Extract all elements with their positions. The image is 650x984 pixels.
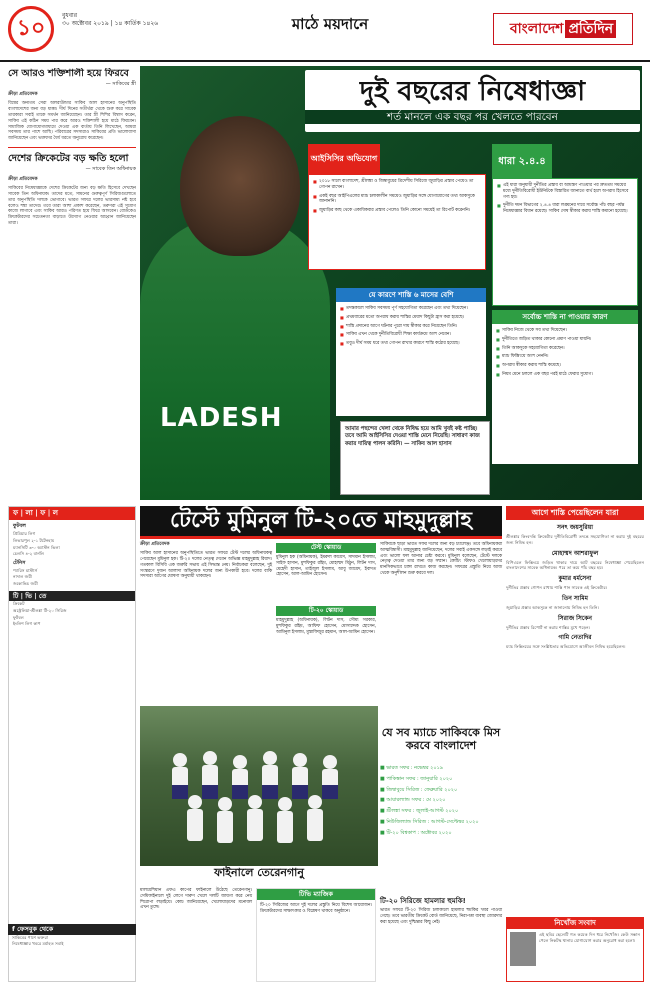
list-item: ■ একই বছর আইপিএলের ম্যাচ চলাকালীন সময়েও জুয়াড়ির সঙ্গে যোগাযোগের তথ্য আকসুকে জানাননি।: [313, 194, 481, 206]
middle-source: ক্রীড়া প্রতিবেদক: [140, 542, 170, 547]
list-item: ■ জুয়াড়ির কাছ থেকে একাধিকবার প্রস্তাব পেলেও তিনি কোনো সময়েই তা রিপোর্ট করেননি।: [313, 208, 481, 214]
story2-source: ক্রীড়া প্রতিবেদক: [8, 177, 38, 183]
result-line: লিভারপুল ২-১ টটেনহাম: [13, 537, 55, 543]
player-quote: আমার পছন্দের খেলা থেকে নিষিদ্ধ হয়ে আমি খুবই কষ্ট পাচ্ছি। তবে আমি আইসিসির দেওয়া শাস্তি মেনে নিয়েছি। সাধারণ কাজ করার দায়িত্ব পালন করিনি। — সাকিব আল হাসান: [340, 421, 490, 495]
match-text: টি-২০ বিশ্বকাপ : অক্টোবর ২০২০: [386, 829, 452, 836]
photo-caption: ফাইনালে তেরেনগানু: [214, 866, 304, 879]
result-line: ম্যানসিটি ৩-০ অ্যাস্টন ভিলা: [13, 544, 60, 550]
bottom-body: মালয়েশিয়ান এফএ কাপের ফাইনালে উঠেছে তেরেনগানু। সেমিফাইনালে দুই লেগে দারুণ খেলে দলটি জায়গা করে নেয় শিরোপা লড়াইয়ে। কোচ জানিয়েছেন, খেলোয়াড়দের মনোবল এখন তুঙ্গে।: [140, 888, 252, 911]
left-column: [8, 68, 136, 500]
match-text: নিউজিল্যান্ড সিরিজ : আগস্ট-সেপ্টেম্বর ২০২০: [386, 818, 479, 825]
list-item: ■ ম্যাচ ফিক্সিংয়ে অংশ নেননি।: [496, 354, 634, 360]
date-day: বুধবার: [62, 12, 78, 19]
reasons-list: [336, 302, 486, 416]
middle-body3: সাকিবকে ছাড়া ভারত সফর দলের জন্য বড় চ্যালেঞ্জ। তবে অধিনায়করা আত্মবিশ্বাসী। মাহমুদুল্লাহ জানিয়েছেন, দলের সবাই একসঙ্গে লড়াই করবে এবং ভালো ফল আনার চেষ্টা করবে। মুমিনুল বলেছেন, টেস্টে দলকে নেতৃত্ব দেওয়া তার জন্য বড় সম্মান। কোচিং স্টাফও খেলোয়াড়দের মানসিকভাবে চাঙ্গা রাখতে কাজ করছেন। সফরের প্রস্তুতি নিয়ে আজ থেকে অনুশীলন শুরু করবে দল।: [380, 542, 502, 576]
page-date: [62, 12, 212, 28]
fb-line: সাকিবের পাশে ভক্তরা: [12, 934, 49, 940]
threat-story: [380, 897, 502, 982]
missed-matches-list: [380, 765, 502, 897]
list-item: ■ প্রথমবারের মতো অপরাধ করায় শাস্তির মেয়াদ কিছুটা হ্রাস করা হয়েছে।: [340, 315, 482, 321]
player-jersey-image: [140, 216, 330, 500]
charges-list: [308, 174, 486, 270]
icc-charge-label: আইসিসির অভিযোগ: [308, 144, 380, 174]
missing-notice: [506, 917, 644, 982]
clause-label: ধারা ২.৪.৪: [492, 144, 552, 178]
story1-byline: — সাকিবের স্ত্রী: [105, 81, 136, 88]
person-name: সিরাজ সিকেন: [557, 614, 593, 622]
list-item: ■ সাকিব এখন থেকে দুর্নীতিবিরোধী শিক্ষা কার্যক্রমে অংশ নেবেন।: [340, 332, 482, 338]
result-line: জকোভিচ জয়ী: [13, 580, 38, 586]
tv-line: ইংলিশ লিগ কাপ: [13, 621, 41, 627]
newspaper-logo: [493, 13, 633, 45]
tv-magic-body: টি-২০ সিরিজের আগে দুই দলের প্রস্তুতি নিয়ে বিশেষ আয়োজন। ক্রিকেটারদের সাক্ষাৎকার ও বিশ্লেষণ থাকবে অনুষ্ঠানে।: [260, 902, 372, 914]
notice-header: নিখোঁজ সংবাদ: [507, 918, 643, 929]
jersey-text: LADESH: [160, 403, 283, 433]
facebook-icon: f: [12, 925, 18, 933]
t20-squad: মাহমুদুল্লাহ (অধিনায়ক), লিটন দাস, সৌম্য সরকার, মুশফিকুর রহিম, আফিফ হোসেন, মোসাদ্দেক হোসেন, আমিনুল ইসলাম, মুস্তাফিজুর রহমান, আল-আমিন হোসেন।: [276, 618, 376, 635]
person-text: বিপিএলে ফিক্সিংয়ে জড়িত থাকার দায়ে আট বছরের নিষেধাজ্ঞা পেয়েছিলেন বাংলাদেশের সাবেক অধিনায়ক। পরে তা কমে পাঁচ বছর হয়।: [506, 559, 644, 571]
hero-panel: [140, 66, 642, 500]
logo-text-a: বাংলাদেশ: [509, 20, 564, 37]
facebook-title: ফেসবুক থেকে: [17, 925, 54, 933]
missed-matches-title: যে সব ম্যাচে সাকিবকে মিস করবে বাংলাদেশ: [381, 726, 501, 753]
t20-squad-title: টি-২০ স্কোয়াড: [276, 606, 376, 616]
list-item: ■ নিউজিল্যান্ড সিরিজ : আগস্ট-সেপ্টেম্বর ২০২০: [380, 818, 479, 825]
story1-source: ক্রীড়া প্রতিবেদক: [8, 92, 38, 98]
section-title: মাঠে ময়দানে: [291, 15, 369, 33]
fb-line: নিষেধাজ্ঞার খবরে মর্মাহত সবাই: [12, 941, 64, 947]
list-item: ■ ২০১৮ সালে বাংলাদেশ, শ্রীলঙ্কা ও জিম্বাবুয়ের ত্রিদেশীয় সিরিজে জুয়াড়ির প্রস্তাব পেয়েও তা গোপন রাখেন।: [313, 179, 481, 191]
right-column: [506, 506, 644, 914]
person-name: গামি নেতাদির: [558, 634, 592, 642]
date-full: ৩০ অক্টোবর ২০১৯ | ১৪ কার্তিক ১৪২৬: [62, 20, 159, 28]
list-item: ■ দুর্নীতিতে জড়িত থাকার কোনো প্রমাণ পাওয়া যায়নি।: [496, 337, 634, 343]
person-text: ম্যাচ ফিক্সিংয়ের সঙ্গে সংশ্লিষ্টতার অভিযোগে আজীবন নিষিদ্ধ হয়েছিলেন।: [506, 644, 626, 650]
max-penalty-title: সর্বোচ্চ শাস্তি না পাওয়ার কারণ: [492, 310, 638, 324]
person-text: দুর্নীতির প্রস্তাব রিপোর্ট না করায় শাস্তির মুখে পড়েন।: [506, 624, 591, 630]
right-header: আগে শাস্তি পেয়েছিলেন যারা: [506, 506, 644, 520]
result-line: প্রিমিয়ার লিগ: [13, 531, 36, 537]
notice-body: এই ছবির ছেলেটি গত কয়েক দিন ধরে নিখোঁজ। কেউ সন্ধান পেলে নিকটস্থ থানায় যোগাযোগ করার অনুরোধ করা হলো।: [539, 932, 640, 944]
person-name: সনৎ জয়সুরিয়া: [557, 524, 593, 532]
list-item: ■ আয়ারল্যান্ড সফর : মে ২০২০: [380, 797, 446, 804]
list-item: ■ পাকিস্তান সফর : জানুয়ারি ২০২০: [380, 775, 453, 782]
list-item: ■ তদন্তকালে সাকিব সবসময় পূর্ণ সহযোগিতা করেছেন এবং তথ্য দিয়েছেন।: [340, 306, 482, 312]
max-penalty-list: [492, 324, 638, 464]
list-item: ■ টি-২০ বিশ্বকাপ : অক্টোবর ২০২০: [380, 829, 452, 836]
story2-title: দেশের ক্রিকেটের বড় ক্ষতি হলো: [8, 152, 129, 164]
football-title: ফুটবল: [13, 523, 26, 530]
list-item: ■ শাস্তি প্রদানের আগে ঘটনার পুরো দায় স্বীকার করে নিয়েছেন তিনি।: [340, 324, 482, 330]
players-illustration: [160, 740, 360, 850]
tv-header: টি | ভি | তে: [9, 591, 135, 602]
reasons-title: যে কারণে শাস্তি ৬ মাসের বেশি: [336, 288, 486, 302]
list-item: ■ দুর্নীতি দমন বিভাগের ২.৪.৪ ধারা লঙ্ঘনের দায়ে সর্বোচ্চ পাঁচ বছর পর্যন্ত নিষেধাজ্ঞার বিধান রয়েছে। সাকিব দোষ স্বীকার করায় শাস্তি কমানো হয়েছে।: [497, 203, 633, 215]
person-name: কুমার ধর্মসেনা: [558, 575, 592, 582]
player-head-image: [180, 116, 300, 256]
match-text: আয়ারল্যান্ড সফর : মে ২০২০: [386, 797, 446, 804]
tv-line: ফুটবল: [13, 614, 24, 620]
results-column: [8, 506, 136, 982]
notice-photo: [510, 932, 536, 966]
threat-title: টি-২০ সিরিজে হামলার হুমকি!: [380, 897, 466, 905]
results-header: ফ | লা | ফ | ল: [9, 507, 135, 520]
tv-magic-title: টিভি ম্যাজিক: [257, 889, 375, 900]
tv-line: অস্ট্রেলিয়া-শ্রীলঙ্কা টি-২০ সিরিজ: [13, 608, 67, 614]
clause-list: [492, 178, 638, 306]
hero-title: দুই বছরের নিষেধাজ্ঞা: [359, 76, 586, 107]
person-name: তিন সামিম: [562, 594, 588, 602]
list-item: ■ শ্রীলঙ্কা সফর : জুলাই-আগস্ট ২০২০: [380, 808, 459, 814]
list-item: ■ তবুও দীর্ঘ সময় ধরে তথ্য গোপন রাখার কারণে শাস্তি কঠোর হয়েছে।: [340, 341, 482, 347]
test-squad-title: টেস্ট স্কোয়াড: [276, 543, 376, 553]
story1-title: সে আরও শক্তিশালী হয়ে ফিরবে: [8, 68, 129, 79]
facebook-header: [8, 924, 136, 935]
match-text: পাকিস্তান সফর : জানুয়ারি ২০২০: [386, 775, 453, 782]
list-item: ■ সাকিব নিজে থেকে সব তথ্য দিয়েছেন।: [496, 328, 634, 334]
match-text: শ্রীলঙ্কা সফর : জুলাই-আগস্ট ২০২০: [386, 808, 459, 814]
person-text: শ্রীলঙ্কার কিংবদন্তি ক্রিকেটার দুর্নীতিবিরোধী তদন্তে সহযোগিতা না করায় দুই বছরের জন্য নিষিদ্ধ হন।: [506, 534, 644, 545]
bottom-story: [140, 888, 252, 982]
threat-body: ভারত সফরে টি-২০ সিরিজ চলাকালে হামলার হুমকির খবর পাওয়া গেছে। তবে ভারতীয় ক্রিকেট বোর্ড জানিয়েছে, নিরাপত্তা ব্যবস্থা জোরদার করা হয়েছে এবং দুশ্চিন্তার কিছু নেই।: [380, 908, 502, 926]
tv-magic-box: [256, 888, 376, 982]
list-item: ■ অপরাধ স্বীকার করায় শাস্তি কমেছে।: [496, 363, 634, 369]
list-item: ■ ভারত সফর : নভেম্বর ২০১৯: [380, 765, 444, 771]
middle-headline: টেস্টে মুমিনুল টি-২০তে মাহমুদুল্লাহ: [140, 506, 502, 536]
divider: [8, 147, 136, 148]
test-squad: মুমিনুল হক (অধিনায়ক), ইমরুল কায়েস, সাদমান ইসলাম, সাইফ হাসান, মুশফিকুর রহিম, মোহাম্মদ মিঠুন, লিটন দাস, মেহেদী হাসান, তাইজুল ইসলাম, আবু জায়েদ, ইবাদত হোসেন, আল-আমিন হোসেন।: [276, 555, 376, 578]
list-item: ■ এই ধারা অনুযায়ী দুর্নীতির প্রস্তাব বা আমন্ত্রণ পাওয়ার পর দ্রুততম সময়ের মধ্যে দুর্নীতিবিরোধী ইউনিটকে বিস্তারিত জানাতে ব্যর্থ হলে অপরাধ হিসেবে গণ্য হয়।: [497, 183, 633, 200]
list-item: ■ নিয়ম মেনে চললে এক বছর পরই মাঠে ফেরার সুযোগ।: [496, 372, 634, 378]
match-text: জিম্বাবুয়ে সিরিজ : ফেব্রুয়ারি ২০২০: [386, 786, 458, 793]
story2-body: সাকিবের নিষেধাজ্ঞাকে দেশের ক্রিকেটের জন্য বড় ক্ষতি হিসেবে দেখছেন সাবেক তিন অধিনায়ক। তাদের মতে, সামনের গুরুত্বপূর্ণ সিরিজগুলোতে তার অনুপস্থিতি দলকে ভোগাবে। ভারত সফরে দলের ভারসাম্য নষ্ট হবে বলেও শঙ্কা তাদের। তবে তারা আশা প্রকাশ করেছেন, তরুণরা এই সুযোগ কাজে লাগাবে এবং সাকিব আরও পরিণত হয়ে ফিরে আসবেন। বোর্ডকেও ক্রিকেটারদের সচেতনতা বাড়াতে উদ্যোগ নেওয়ার আহ্বান জানিয়েছেন তারা।: [8, 186, 136, 227]
logo-text-b: প্রতিদিন: [565, 20, 616, 39]
hero-subtitle: শর্ত মানলে এক বছর পর খেলতে পারবেন: [305, 110, 640, 124]
person-text: দুর্নীতির প্রস্তাব গোপন রাখায় শাস্তি পান সাবেক এই ক্রিকেটার।: [506, 585, 608, 591]
result-line: নাদাল জয়ী: [13, 574, 32, 580]
middle-col3: [380, 542, 502, 720]
result-line: প্যারিস মাস্টার্স: [13, 567, 38, 573]
story1-body: বিশ্বের অন্যতম সেরা অলরাউন্ডার সাকিব আল হাসানের অনুপস্থিতি বাংলাদেশের জন্য বড় ধাক্কা। দীর্ঘ দিনের সতীর্থরা থেকে শুরু করে সাবেক তারকারা সবাই তাকে সমর্থন জানিয়েছেন। তার স্ত্রী শিশির বিশ্বাস করেন, সাকিব এই কঠিন সময় পার করে আরও শক্তিশালী হয়ে মাঠে ফিরবেন। সামাজিক যোগাযোগমাধ্যমে দেওয়া এক বার্তায় তিনি লিখেছেন, আমরা সবসময় তার পাশে আছি। পরিবারের সদস্যরাও সাকিবের প্রতি ভালোবাসা জানিয়েছেন এবং ভক্তদের ধৈর্য ধরতে অনুরোধ করেছেন।: [8, 101, 136, 142]
middle-body1: সাকিব আল হাসানের অনুপস্থিতিতে ভারত সফরে টেস্ট দলের অধিনায়কত্ব পেয়েছেন মুমিনুল হক। টি-২০ দলের নেতৃত্ব দেবেন অভিজ্ঞ মাহমুদুল্লাহ রিয়াদ। গতকাল বিসিবি এক জরুরি সভায় এই সিদ্ধান্ত নেয়। নির্বাচকরা বলেছেন, দুই সংস্করণে দুজন আলাদা অধিনায়ক দলের জন্য উপকারী হবে। দলের বাকি সদস্যরা আগের ঘোষণা অনুযায়ী থাকছেন।: [140, 551, 272, 580]
result-line: চেলসি ৪-২ বার্নলি: [13, 551, 45, 557]
tv-line: ক্রিকেট: [13, 601, 25, 607]
list-item: ■ তিনি আকসুকে সহযোগিতা করেছেন।: [496, 346, 634, 352]
facebook-box: [8, 920, 136, 982]
headline-rule: [140, 536, 502, 539]
middle-col1: [140, 542, 272, 700]
person-text: জুয়াড়ির প্রস্তাব আকসুকে না জানানোয় নিষিদ্ধ হন তিনি।: [506, 604, 599, 610]
match-text: ভারত সফর : নভেম্বর ২০১৯: [386, 765, 444, 771]
story2-byline: — সাবেক তিন অধিনায়ক: [85, 166, 136, 173]
list-item: ■ জিম্বাবুয়ে সিরিজ : ফেব্রুয়ারি ২০২০: [380, 786, 458, 793]
page-number: ১০: [8, 6, 54, 52]
tennis-title: টেনিস: [13, 559, 26, 566]
person-name: মোহাম্মদ আশরাফুল: [551, 549, 599, 557]
